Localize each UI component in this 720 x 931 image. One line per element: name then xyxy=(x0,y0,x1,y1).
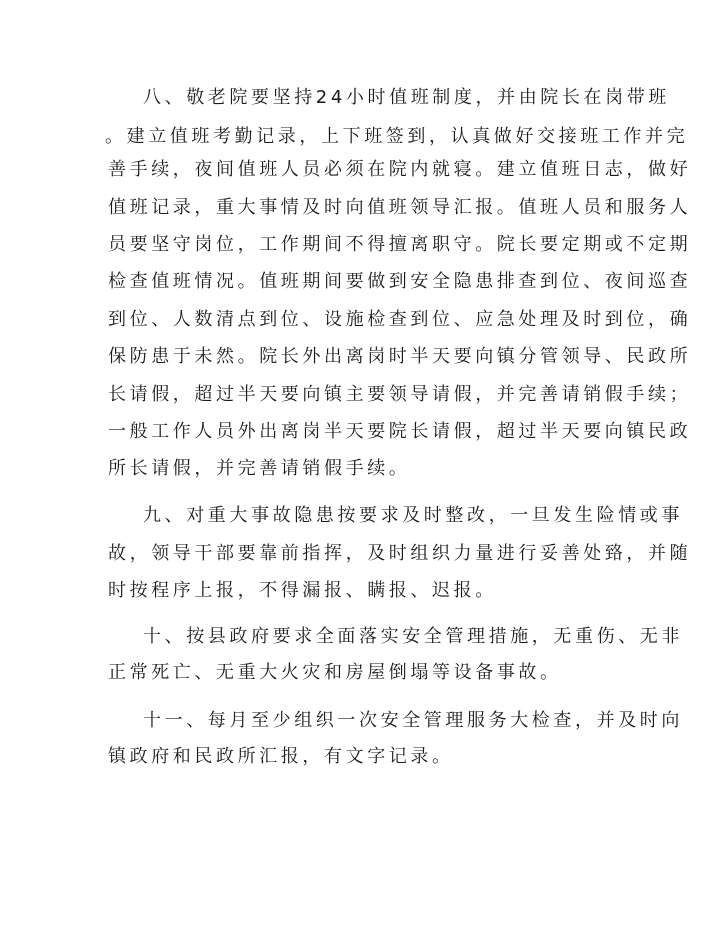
paragraph-line: 到位、人数清点到位、设施检查到位、应急处理及时到位，确 xyxy=(108,309,692,330)
paragraph-line: 时按程序上报，不得漏报、瞒报、迟报。 xyxy=(108,580,497,601)
paragraph-line: 善手续，夜间值班人员必须在院内就寝。建立值班日志，做好 xyxy=(108,159,692,180)
paragraph-line: 长请假，超过半天要向镇主要领导请假，并完善请销假手续； xyxy=(108,384,692,405)
paragraph-line: 保防患于未然。院长外出离岗时半天要向镇分管领导、民政所 xyxy=(108,346,692,367)
paragraph-line: 检查值班情况。值班期间要做到安全隐患排查到位、夜间巡查 xyxy=(108,271,692,292)
paragraph-line: 一般工作人员外出离岗半天要院长请假，超过半天要向镇民政 xyxy=(108,421,692,442)
paragraph-line: 十一、每月至少组织一次安全管理服务大检查，并及时向 xyxy=(143,710,683,731)
paragraph-line: 所长请假，并完善请销假手续。 xyxy=(108,458,411,479)
paragraph-line: 十、按县政府要求全面落实安全管理措施，无重伤、无非 xyxy=(143,626,683,647)
paragraph-line: 故，领导干部要靠前指挥，及时组织力量进行妥善处臵，并随 xyxy=(108,543,692,564)
paragraph-line: 镇政府和民政所汇报，有文字记录。 xyxy=(108,746,454,767)
paragraph-line: 正常死亡、无重大火灾和房屋倒塌等设备事故。 xyxy=(108,662,562,683)
paragraph-line: 九、对重大事故隐患按要求及时整改，一旦发生险情或事 xyxy=(143,505,683,526)
paragraph-line: 值班记录，重大事情及时向值班领导汇报。值班人员和服务人 xyxy=(108,197,692,218)
paragraph-line: 八、敬老院要坚持24小时值班制度，并由院长在岗带班 xyxy=(143,87,670,108)
paragraph-line: 员要坚守岗位，工作期间不得擅离职守。院长要定期或不定期 xyxy=(108,234,692,255)
paragraph-line: 。建立值班考勤记录，上下班签到，认真做好交接班工作并完 xyxy=(105,126,689,147)
